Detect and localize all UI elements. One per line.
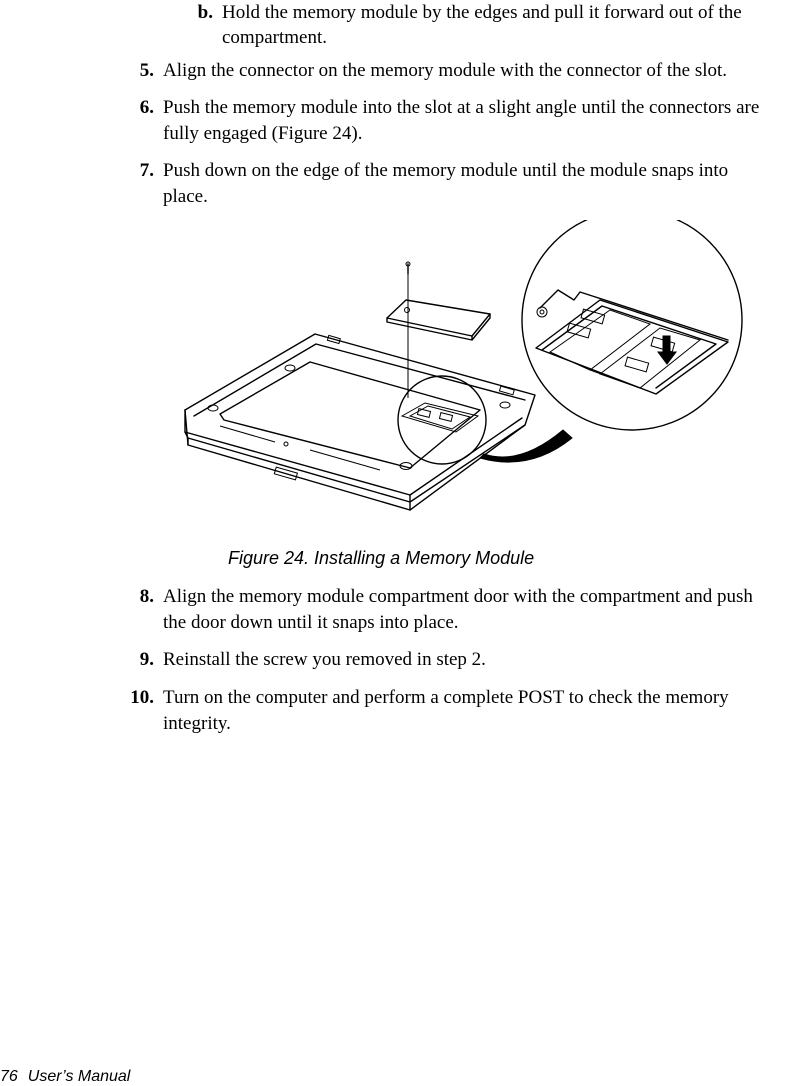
memory-module-detail-circle xyxy=(522,220,742,430)
compartment-door xyxy=(387,300,490,340)
step-number: b. xyxy=(197,2,213,23)
step-number: 7. xyxy=(139,160,154,181)
figure-caption: Figure 24. Installing a Memory Module xyxy=(228,548,535,568)
step-text-line: Reinstall the screw you removed in step 2. xyxy=(163,649,486,670)
step-text-line: Hold the memory module by the edges and pull it forward out of the xyxy=(222,2,742,23)
laptop-bottom-view xyxy=(185,334,535,510)
step-text-line: Push down on the edge of the memory module until the module snaps into xyxy=(163,160,729,181)
step-text-line: fully engaged (Figure 24). xyxy=(163,123,363,144)
step-text-line: integrity. xyxy=(163,713,231,734)
step-text-line: the door down until it snaps into place. xyxy=(163,612,459,633)
step-text-line: Push the memory module into the slot at a slight angle until the connectors are xyxy=(163,97,760,118)
step-number: 8. xyxy=(139,586,154,607)
manual-title: User’s Manual xyxy=(27,1068,131,1085)
step-number: 9. xyxy=(139,649,154,670)
page-number: 76 xyxy=(0,1068,18,1085)
memory-module-installation-illustration xyxy=(180,220,745,525)
step-number: 10. xyxy=(130,687,154,708)
screw-icon xyxy=(406,262,410,398)
step-text-line: Align the memory module compartment door with the compartment and push xyxy=(163,586,753,607)
step-text-line: place. xyxy=(163,186,208,207)
step-number: 6. xyxy=(139,97,154,118)
step-text-line: compartment. xyxy=(222,27,327,48)
page-footer xyxy=(0,1068,130,1086)
step-text-line: Align the connector on the memory module with the connector of the slot. xyxy=(163,60,728,81)
step-text-line: Turn on the computer and perform a complete POST to check the memory xyxy=(163,687,729,708)
compartment-detail-circle xyxy=(398,376,486,464)
down-arrow-icon xyxy=(658,336,676,364)
step-number: 5. xyxy=(139,60,154,81)
